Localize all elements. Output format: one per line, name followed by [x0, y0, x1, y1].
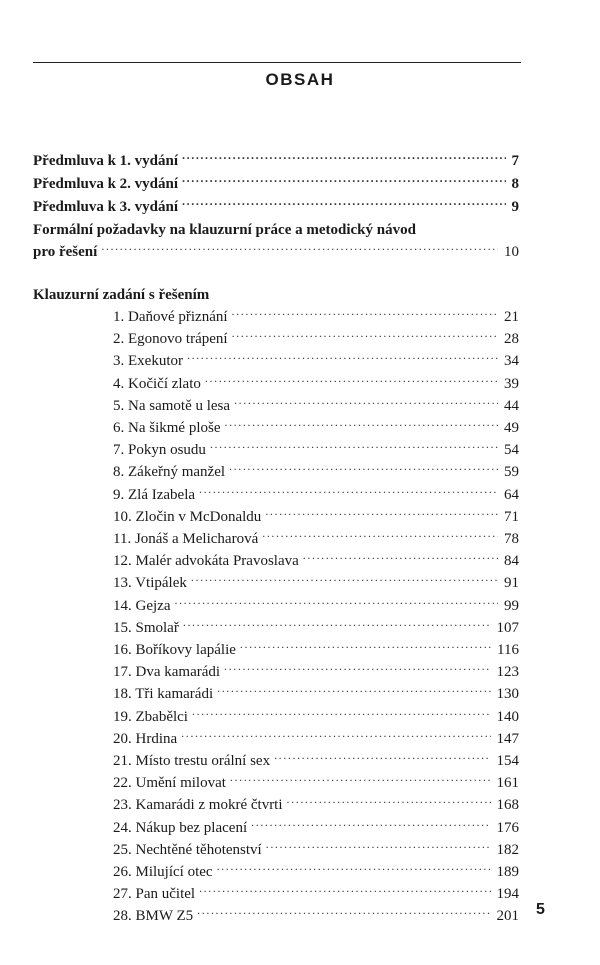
toc-entry-label: 5. Na samotě u lesa [113, 398, 231, 414]
toc-entry-page: 99 [504, 598, 519, 614]
dot-leader [224, 662, 490, 676]
toc-entry-chapter [113, 707, 519, 727]
toc-entry-label: pro řešení [33, 244, 98, 260]
toc-entry-label: 24. Nákup bez placení [113, 820, 248, 836]
toc-entry-page: 9 [511, 199, 519, 215]
dot-leader [197, 906, 490, 920]
toc-entry-label: Předmluva k 1. vydání [33, 153, 179, 169]
dot-leader [265, 507, 498, 521]
toc-entry-label: 17. Dva kamarádi [113, 664, 221, 680]
toc-entry-page: 176 [496, 820, 519, 836]
dot-leader [217, 684, 490, 698]
toc-entry-page: 71 [504, 509, 519, 525]
toc-entry-page: 28 [504, 331, 519, 347]
toc-entry-label: Předmluva k 2. vydání [33, 176, 179, 192]
toc-entry-page: 201 [496, 908, 519, 924]
toc-entry-chapter [113, 862, 519, 882]
dot-leader [266, 840, 491, 854]
toc-entry-chapter [113, 573, 519, 593]
toc-entry-page: 147 [496, 731, 519, 747]
toc-entry-page: 34 [504, 353, 519, 369]
toc-entry-label: 23. Kamarádi z mokré čtvrti [113, 797, 283, 813]
toc-entry-page: 107 [496, 620, 519, 636]
toc-entry-page: 44 [504, 398, 519, 414]
toc-entry-page: 154 [496, 753, 519, 769]
toc-entry-label: 9. Zlá Izabela [113, 487, 196, 503]
toc-entry-label: 2. Egonovo trápení [113, 331, 228, 347]
toc-entry-page: 54 [504, 442, 519, 458]
dot-leader [262, 529, 498, 543]
toc-entry-page: 49 [504, 420, 519, 436]
dot-leader [205, 374, 498, 388]
dot-leader [101, 242, 498, 256]
toc-entry-label: 13. Vtipálek [113, 575, 187, 591]
toc-entry-label: 1. Daňové přiznání [113, 309, 228, 325]
toc-entry-chapter [113, 773, 519, 793]
dot-leader [229, 462, 498, 476]
toc-entry-front-matter [33, 151, 519, 171]
top-rule [33, 62, 521, 63]
dot-leader [232, 307, 498, 321]
dot-leader [183, 618, 491, 632]
dot-leader [199, 884, 490, 898]
toc-entry-label: 15. Smolař [113, 620, 179, 636]
dot-leader [230, 773, 491, 787]
dot-leader [187, 351, 498, 365]
toc-entry-chapter [113, 596, 519, 616]
section-heading: Klauzurní zadání s řešením [33, 287, 210, 303]
toc-entry-label: 19. Zbabělci [113, 709, 188, 725]
dot-leader [182, 151, 505, 165]
dot-leader [192, 707, 491, 721]
toc-entry-label: 20. Hrdina [113, 731, 178, 747]
toc-entry-label: 6. Na šikmé ploše [113, 420, 221, 436]
toc-entry-label: Předmluva k 3. vydání [33, 199, 179, 215]
toc-entry-chapter [113, 818, 519, 838]
toc-entry-page: 7 [511, 153, 519, 169]
page-title: OBSAH [265, 70, 335, 89]
toc-entry-chapter [113, 440, 519, 460]
toc-entry-page: 161 [496, 775, 519, 791]
toc-entry-chapter [113, 618, 519, 638]
toc-entry-label: 28. BMW Z5 [113, 908, 194, 924]
toc-entry-label: 8. Zákeřný manžel [113, 464, 226, 480]
toc-entry-chapter [113, 351, 519, 371]
toc-entry-page: 91 [504, 575, 519, 591]
toc-entry-chapter [113, 684, 519, 704]
toc-entry-label: 14. Gejza [113, 598, 171, 614]
dot-leader [191, 573, 498, 587]
toc-entry-chapter [113, 729, 519, 749]
toc-entry-chapter [113, 662, 519, 682]
toc-entry-chapter [113, 507, 519, 527]
dot-leader [174, 596, 498, 610]
dot-leader [210, 440, 498, 454]
dot-leader [274, 751, 490, 765]
toc-entry-page: 116 [497, 642, 519, 658]
toc-entry-page: 168 [496, 797, 519, 813]
toc-entry-chapter [113, 884, 519, 904]
toc-entry-chapter [113, 418, 519, 438]
toc-entry-label: 12. Malér advokáta Pravoslava [113, 553, 299, 569]
toc-entry-label: 7. Pokyn osudu [113, 442, 206, 458]
toc-entry-page: 59 [504, 464, 519, 480]
toc-entry-label: 16. Boříkovy lapálie [113, 642, 236, 658]
toc-entry-front-matter [33, 174, 519, 194]
toc-entry-page: 8 [511, 176, 519, 192]
page-number: 5 [536, 901, 545, 918]
toc-entry-label: 27. Pan učitel [113, 886, 196, 902]
toc-entry-front-matter [33, 197, 519, 217]
toc-entry-label: 22. Umění milovat [113, 775, 226, 791]
toc-entry-page: 84 [504, 553, 519, 569]
toc-entry-label: 18. Tři kamarádi [113, 686, 214, 702]
toc-entry-label: 10. Zločin v McDonaldu [113, 509, 262, 525]
dot-leader [217, 862, 491, 876]
toc-entry-page: 39 [504, 376, 519, 392]
toc-entry-chapter [113, 640, 519, 660]
toc-entry-page: 78 [504, 531, 519, 547]
dot-leader [303, 551, 498, 565]
dot-leader [234, 396, 498, 410]
toc-entry-chapter [113, 462, 519, 482]
toc-entry-label: 26. Milující otec [113, 864, 213, 880]
toc-entry-page: 10 [504, 244, 519, 260]
dot-leader [240, 640, 491, 654]
toc-entry-chapter [113, 485, 519, 505]
dot-leader [182, 174, 505, 188]
dot-leader [181, 729, 490, 743]
toc-entry-chapter [113, 751, 519, 771]
toc-entry-chapter [113, 374, 519, 394]
toc-entry-label: 21. Místo trestu orální sex [113, 753, 271, 769]
toc-entry-chapter [113, 551, 519, 571]
toc-entry-chapter [113, 906, 519, 926]
toc-entry-label: 3. Exekutor [113, 353, 183, 369]
toc-entry-page: 189 [496, 864, 519, 880]
toc-entry-page: 140 [496, 709, 519, 725]
toc-entry-page: 21 [504, 309, 519, 325]
toc-entry-label: 11. Jonáš a Melicharová [113, 531, 259, 547]
toc-entry-chapter [113, 329, 519, 349]
toc-entry-page: 182 [496, 842, 519, 858]
toc-entry-formal-line1: Formální požadavky na klauzurní práce a metodický návod [33, 222, 416, 238]
dot-leader [224, 418, 498, 432]
toc-entry-chapter [113, 840, 519, 860]
dot-leader [287, 795, 491, 809]
toc-entry-page: 123 [496, 664, 519, 680]
dot-leader [232, 329, 498, 343]
toc-entry-formal-line2 [33, 242, 519, 262]
toc-entry-page: 64 [504, 487, 519, 503]
toc-entry-page: 130 [496, 686, 519, 702]
toc-entry-chapter [113, 529, 519, 549]
dot-leader [251, 818, 490, 832]
toc-entry-chapter [113, 795, 519, 815]
toc-entry-label: 4. Kočičí zlato [113, 376, 201, 392]
dot-leader [182, 197, 505, 211]
toc-entry-chapter [113, 307, 519, 327]
toc-entry-chapter [113, 396, 519, 416]
dot-leader [199, 485, 498, 499]
toc-entry-page: 194 [496, 886, 519, 902]
toc-entry-label: 25. Nechtěné těhotenství [113, 842, 262, 858]
